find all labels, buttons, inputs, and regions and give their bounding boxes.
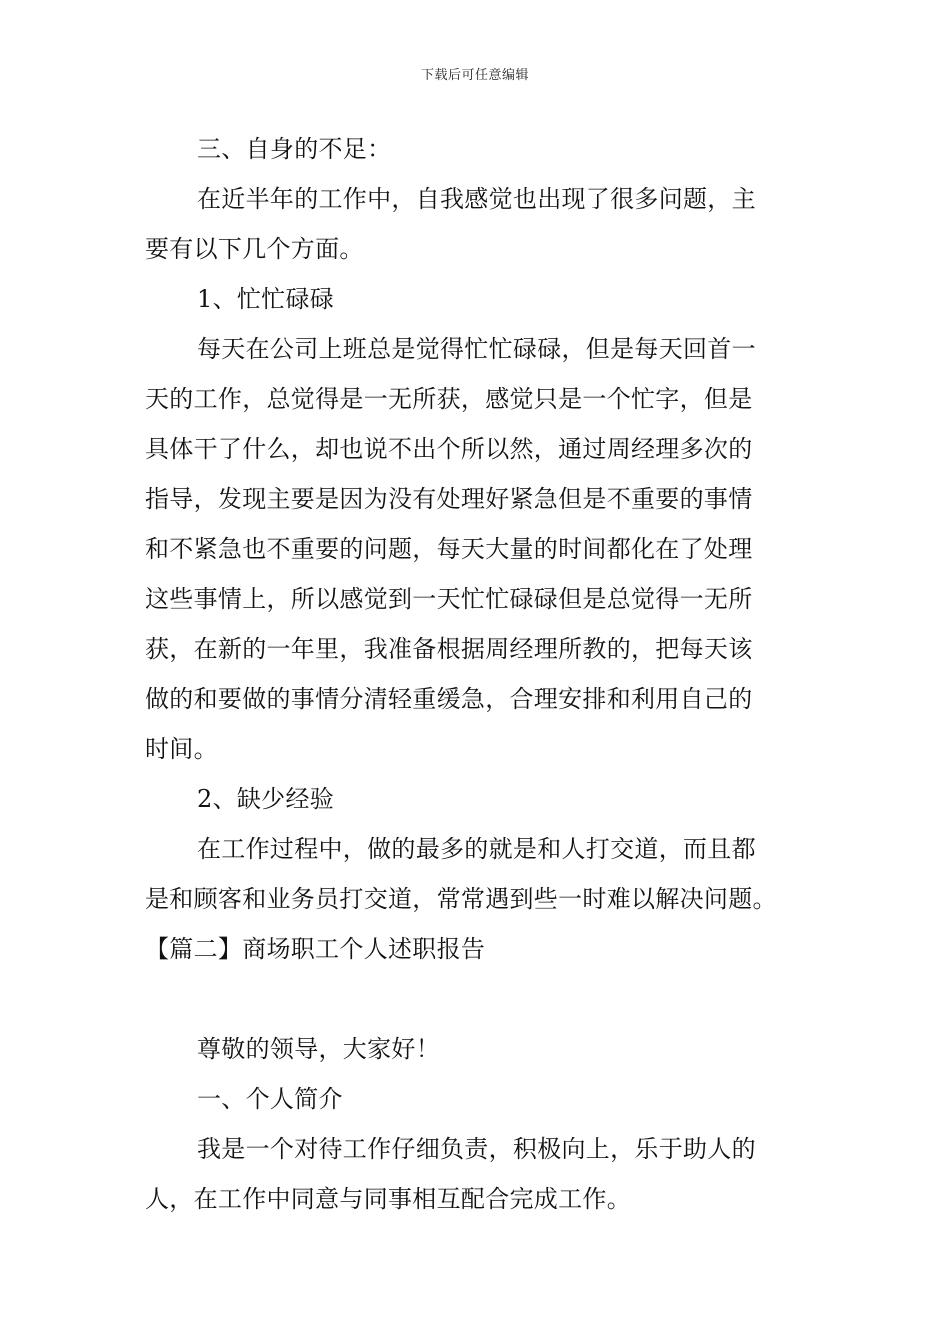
page-header: 下载后可任意编辑 [420, 68, 529, 83]
paragraph-line: 天的工作，总觉得是一无所获，感觉只是一个忙字，但是 [145, 385, 753, 413]
paragraph-line: 人，在工作中同意与同事相互配合完成工作。 [145, 1185, 631, 1213]
paragraph-line: 指导，发现主要是因为没有处理好紧急但是不重要的事情 [145, 485, 753, 513]
paragraph-line: 时间。 [145, 735, 218, 763]
subheading: 1、忙忙碌碌 [197, 285, 335, 313]
paragraph-line: 在近半年的工作中，自我感觉也出现了很多问题，主 [197, 185, 756, 213]
paragraph-line: 具体干了什么，却也说不出个所以然，通过周经理多次的 [145, 435, 753, 463]
section-heading: 三、自身的不足： [197, 135, 392, 163]
greeting: 尊敬的领导，大家好！ [197, 1035, 440, 1063]
article-title: 【篇二】商场职工个人述职报告 [145, 935, 486, 963]
paragraph-line: 每天在公司上班总是觉得忙忙碌碌，但是每天回首一 [197, 335, 756, 363]
paragraph-line: 获，在新的一年里，我准备根据周经理所教的，把每天该 [145, 635, 753, 663]
paragraph-line: 是和顾客和业务员打交道，常常遇到些一时难以解决问题。 [145, 885, 777, 913]
paragraph-line: 我是一个对待工作仔细负责，积极向上，乐于助人的 [197, 1135, 756, 1163]
subheading: 2、缺少经验 [197, 785, 335, 813]
document-body [145, 124, 807, 1224]
blank-line [145, 974, 807, 1024]
paragraph-line: 这些事情上，所以感觉到一天忙忙碌碌但是总觉得一无所 [145, 585, 753, 613]
paragraph-line: 做的和要做的事情分清轻重缓急，合理安排和利用自己的 [145, 685, 753, 713]
paragraph-line: 和不紧急也不重要的问题，每天大量的时间都化在了处理 [145, 535, 753, 563]
paragraph-line: 要有以下几个方面。 [145, 235, 364, 263]
paragraph-line: 在工作过程中，做的最多的就是和人打交道，而且都 [197, 835, 756, 863]
section-heading: 一、个人简介 [197, 1085, 343, 1113]
